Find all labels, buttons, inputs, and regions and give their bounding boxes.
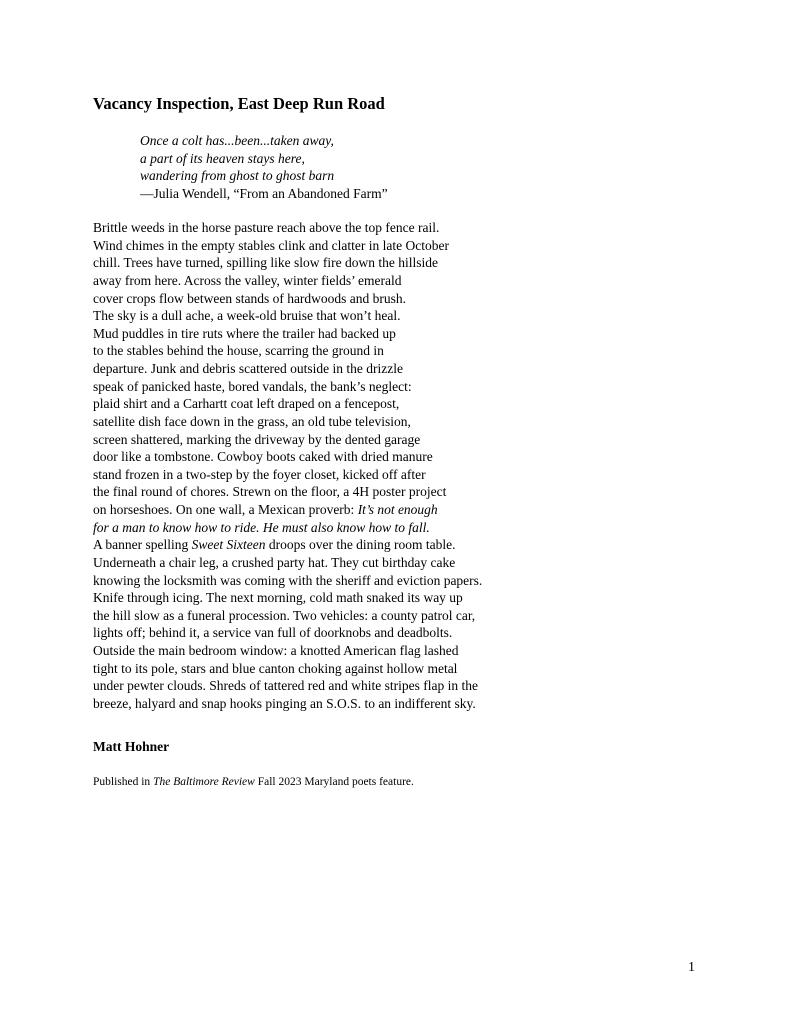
page-number: 1 — [688, 960, 695, 975]
poem-line: away from here. Across the valley, winter fields’ emerald — [93, 272, 402, 288]
poem-line: lights off; behind it, a service van full of doorknobs and deadbolts. — [93, 625, 453, 641]
poem-line: Outside the main bedroom window: a knotted American flag lashed — [93, 643, 459, 658]
proverb-text: for a man to know how to ride. He must also know how to fall. — [93, 519, 430, 535]
poem-line-text: droops over the dining room table. — [265, 537, 456, 553]
poem-line: Knife through icing. The next morning, cold math snaked its way up — [93, 590, 463, 606]
journal-name: The Baltimore Review — [153, 776, 255, 788]
poem-line: speak of panicked haste, bored vandals, the bank’s neglect: — [93, 378, 412, 394]
poem-line: under pewter clouds. Shreds of tattered red and white stripes flap in the — [93, 678, 479, 694]
epigraph-line: wandering from ghost to ghost barn — [140, 168, 335, 183]
poem-line: chill. Trees have turned, spilling like slow fire down the hillside — [93, 255, 438, 271]
author-name: Matt Hohner — [93, 739, 170, 754]
poem-line: to the stables behind the house, scarring the ground in — [93, 343, 384, 359]
page-title: Vacancy Inspection, East Deep Run Road — [93, 94, 385, 113]
poem-line-text: A banner spelling — [93, 537, 192, 553]
poem-line: cover crops flow between stands of hardwoods and brush. — [93, 290, 407, 306]
poem-line: breeze, halyard and snap hooks pinging an S.O.S. to an indifferent sky. — [93, 695, 476, 711]
poem-line: The sky is a dull ache, a week-old bruise that won’t heal. — [93, 308, 401, 324]
poem-line: Mud puddles in tire ruts where the trailer had backed up — [93, 325, 396, 341]
poem-line: satellite dish face down in the grass, an old tube television, — [93, 413, 411, 429]
poem-line: door like a tombstone. Cowboy boots caked with dried manure — [93, 449, 433, 465]
poem-body — [93, 219, 482, 713]
publication-prefix: Published in — [93, 776, 154, 788]
poem-line: screen shattered, marking the driveway by the dented garage — [93, 431, 421, 447]
poem-line — [93, 536, 482, 554]
poem-line-text: on horseshoes. On one wall, a Mexican proverb: — [93, 502, 358, 517]
poem-line: Underneath a chair leg, a crushed party hat. They cut birthday cake — [93, 554, 456, 570]
poem-line — [93, 519, 482, 537]
poem-line: plaid shirt and a Carhartt coat left draped on a fencepost, — [93, 396, 400, 412]
poem-line: Brittle weeds in the horse pasture reach above the top fence rail. — [93, 220, 440, 235]
proverb-text: It’s not enough — [357, 502, 438, 517]
poem-line: stand frozen in a two-step by the foyer closet, kicked off after — [93, 466, 426, 482]
publication-suffix: Fall 2023 Maryland poets feature. — [254, 776, 414, 788]
epigraph — [140, 132, 388, 202]
publication-note — [93, 775, 414, 790]
poem-line: the hill slow as a funeral procession. Two vehicles: a county patrol car, — [93, 607, 476, 623]
poem-line: the final round of chores. Strewn on the floor, a 4H poster project — [93, 484, 447, 500]
poem-line: tight to its pole, stars and blue canton choking against hollow metal — [93, 660, 458, 676]
epigraph-line: Once a colt has...been...taken away, — [140, 133, 334, 148]
poem-line: knowing the locksmith was coming with the sheriff and eviction papers. — [93, 572, 483, 588]
poem-line: Wind chimes in the empty stables clink and clatter in late October — [93, 237, 449, 253]
poem-line — [93, 501, 482, 519]
epigraph-attribution: —Julia Wendell, “From an Abandoned Farm” — [140, 185, 388, 201]
banner-text: Sweet Sixteen — [191, 537, 266, 553]
poem-line: departure. Junk and debris scattered outside in the drizzle — [93, 361, 404, 376]
epigraph-line: a part of its heaven stays here, — [140, 150, 305, 166]
